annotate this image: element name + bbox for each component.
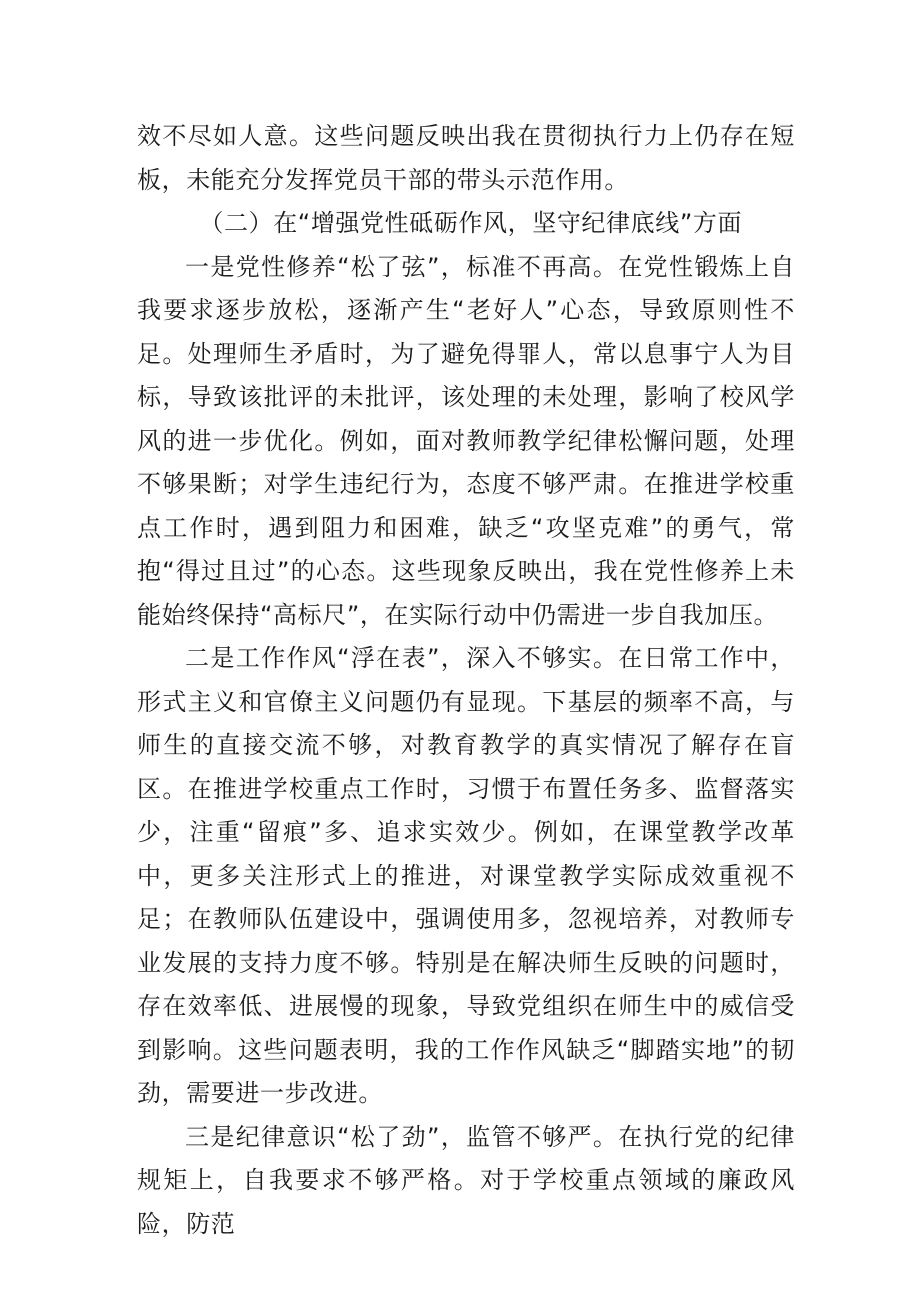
paragraph-three: 三是纪律意识“松了劲”，监管不够严。在执行党的纪律规矩上，自我要求不够严格。对于学校重点领域的廉政风险，防范 xyxy=(137,1122,795,1238)
paragraph-two: 二是工作作风“浮在表”，深入不够实。在日常工作中，形式主义和官僚主义问题仍有显现。下基层的频率不高，与师生的直接交流不够，对教育教学的真实情况了解存在盲区。在推进学校重点工作时，习惯于布置任务多、监督落实少，注重“留痕”多、追求实效少。例如，在课堂教学改革中，更多关注形式上的推进，对课堂教学实际成效重视不足；在教师队伍建设中，强调使用多，忽视培养，对教师专业发展的支持力度不够。特别是在解决师生反映的问题时，存在效率低、进展慢的现象，导致党组织在师生中的威信受到影响。这些问题表明，我的工作作风缺乏“脚踏实地”的韧劲，需要进一步改进。 xyxy=(137,644,795,1107)
document-body xyxy=(137,115,795,1246)
paragraph-continuation: 效不尽如人意。这些问题反映出我在贯彻执行力上仍存在短板，未能充分发挥党员干部的带头示范作用。 xyxy=(137,122,795,194)
paragraph-one: 一是党性修养“松了弦”，标准不再高。在党性锻炼上自我要求逐步放松，逐渐产生“老好人”心态，导致原则性不足。处理师生矛盾时，为了避免得罪人，常以息事宁人为目标，导致该批评的未批评，该处理的未处理，影响了校风学风的进一步优化。例如，面对教师教学纪律松懈问题，处理不够果断；对学生违纪行为，态度不够严肃。在推进学校重点工作时，遇到阻力和困难，缺乏“攻坚克难”的勇气，常抱“得过且过”的心态。这些现象反映出，我在党性修养上未能始终保持“高标尺”，在实际行动中仍需进一步自我加压。 xyxy=(137,252,795,629)
section-heading: （二）在“增强党性砥砺作风，坚守纪律底线”方面 xyxy=(199,209,743,237)
